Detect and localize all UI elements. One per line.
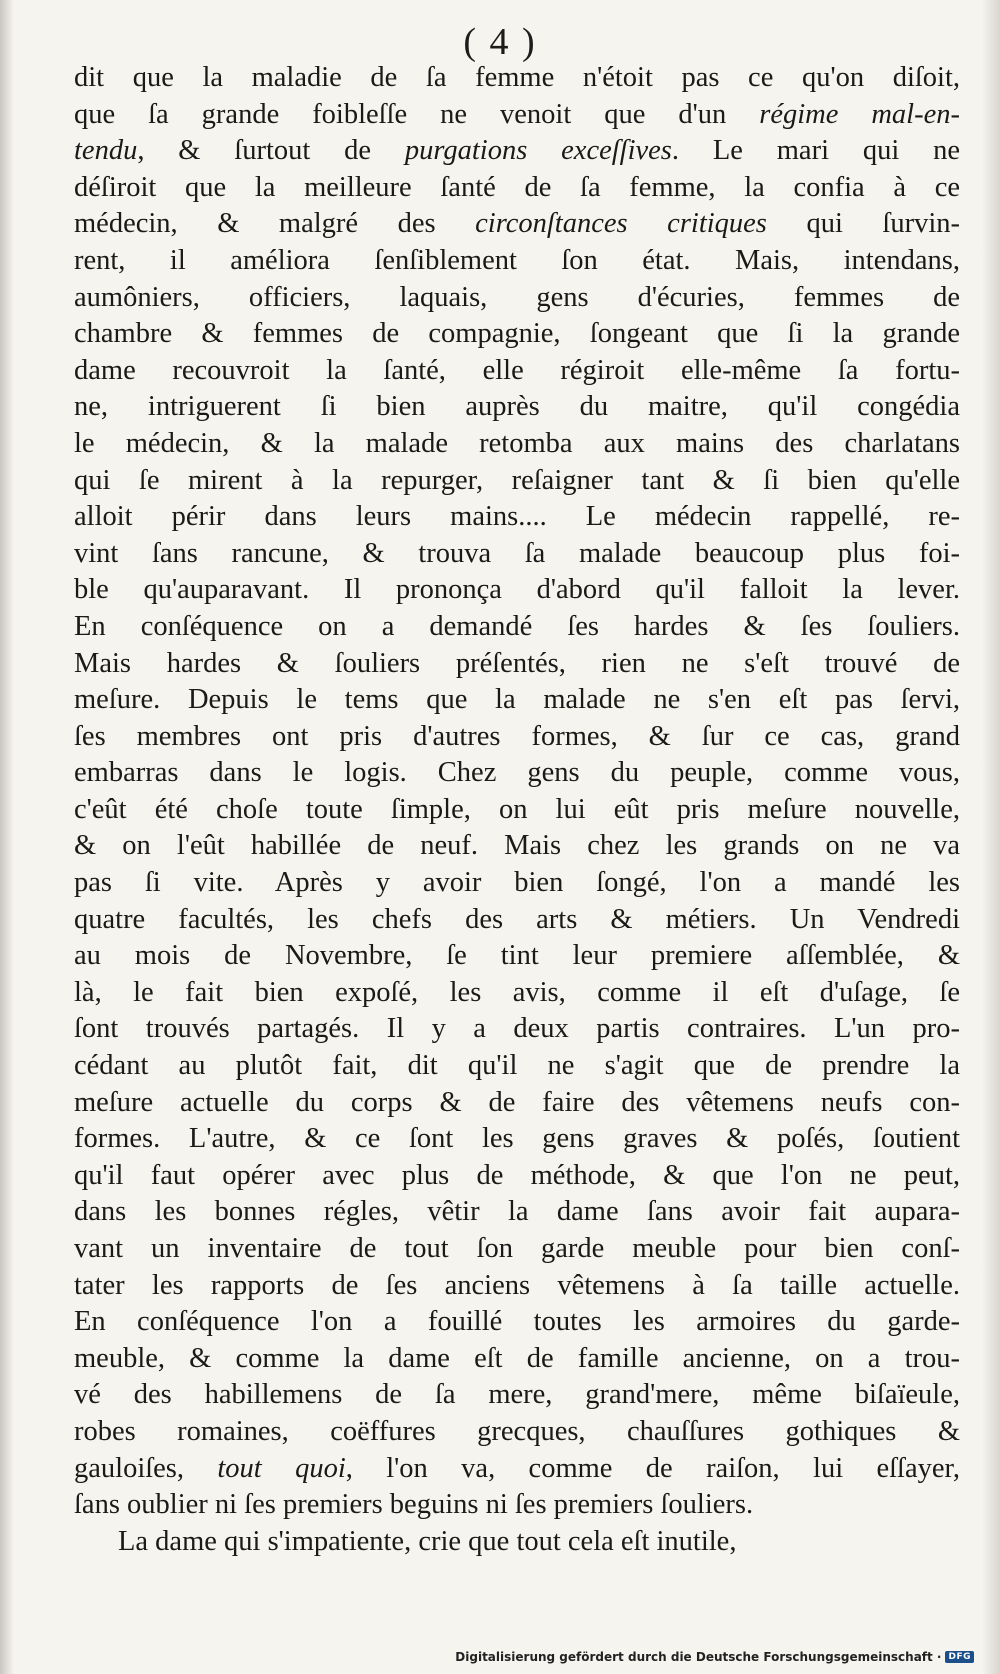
text-segment: tater les rapports de ſes anciens vêtemens à ſa taille actuelle. [74, 1269, 960, 1301]
text-line [74, 609, 960, 646]
text-line [74, 902, 960, 939]
text-line [74, 646, 960, 683]
text-line [74, 426, 960, 463]
text-line [74, 60, 960, 97]
text-segment: formes. L'autre, & ce ſont les gens graves & poſés, ſoutient [74, 1123, 960, 1155]
text-line [74, 1524, 960, 1561]
text-segment: qui ſe mirent à la repurger, reſaigner tant & ſi bien qu'elle [74, 464, 960, 496]
text-line [74, 97, 960, 134]
text-line [74, 133, 960, 170]
text-line [74, 1341, 960, 1378]
text-segment: gauloiſes, [74, 1452, 218, 1484]
text-segment: pas ſi vite. Après y avoir bien ſongé, l'on a mandé les [74, 867, 960, 899]
text-segment: dans les bonnes régles, vêtir la dame ſans avoir fait aupara- [74, 1196, 960, 1228]
dfg-logo: DFG [945, 1651, 974, 1663]
text-line [74, 938, 960, 975]
text-segment: dit que la maladie de ſa femme n'étoit pas ce qu'on diſoit, [74, 62, 960, 93]
text-segment: au mois de Novembre, ſe tint leur premiere aſſemblée, & [74, 940, 960, 972]
text-line [74, 1194, 960, 1231]
text-segment: La dame qui s'impatiente, crie que tout cela eſt inutile, [118, 1525, 737, 1557]
text-line [74, 206, 960, 243]
text-line [74, 1377, 960, 1414]
text-line [74, 1085, 960, 1122]
text-segment: déſiroit que la meilleure ſanté de ſa femme, la confia à ce [74, 171, 960, 203]
page-edge-right [982, 0, 1000, 1674]
text-line [74, 1268, 960, 1305]
text-line [74, 243, 960, 280]
text-segment: meſure actuelle du corps & de faire des vêtemens neufs con- [74, 1086, 960, 1118]
text-segment: c'eût été choſe toute ſimple, on lui eût pris meſure nouvelle, [74, 793, 960, 825]
text-segment: dame recouvroit la ſanté, elle régiroit elle-même ſa fortu- [74, 354, 960, 386]
text-segment: En conſéquence l'on a fouillé toutes les armoires du garde- [74, 1306, 960, 1338]
text-line [74, 170, 960, 207]
text-segment: , & ſurtout de [137, 135, 405, 167]
text-line [74, 572, 960, 609]
text-segment: ſont trouvés partagés. Il y a deux partis contraires. L'un pro- [74, 1013, 960, 1045]
text-segment: vint ſans rancune, & trouva ſa malade beaucoup plus foi- [74, 537, 960, 569]
italic-text: purgations exceſſives [404, 135, 672, 167]
text-segment: ble qu'auparavant. Il prononça d'abord qu'il falloit la lever. [74, 574, 960, 606]
text-line [74, 865, 960, 902]
italic-text: tendu [74, 135, 138, 167]
text-line [74, 463, 960, 500]
text-line [74, 792, 960, 829]
text-line [74, 1451, 960, 1488]
text-segment: cédant au plutôt fait, dit qu'il ne s'agit que de prendre la [74, 1050, 960, 1082]
text-segment: vé des habillemens de ſa mere, grand'mere, même biſaïeule, [74, 1379, 960, 1411]
text-line [74, 1414, 960, 1451]
text-segment: le médecin, & la malade retomba aux mains des charlatans [74, 427, 960, 459]
text-line [74, 389, 960, 426]
text-segment: rent, il améliora ſenſiblement ſon état. Mais, intendans, [74, 244, 960, 276]
text-line [74, 536, 960, 573]
text-segment: ne, intriguerent ſi bien auprès du maitre, qu'il congédia [74, 391, 960, 423]
text-segment: , l'on va, comme de raiſon, lui eſſayer, [345, 1452, 960, 1484]
text-line [74, 316, 960, 353]
footer-credit [455, 1650, 974, 1664]
text-segment: qu'il faut opérer avec plus de méthode, & que l'on ne peut, [74, 1159, 960, 1191]
text-segment: qui ſurvin- [766, 208, 960, 240]
text-line [74, 755, 960, 792]
text-segment: chambre & femmes de compagnie, ſongeant que ſi la grande [74, 318, 960, 350]
text-segment: robes romaines, coëffures grecques, chauſſures gothiques & [74, 1415, 960, 1447]
italic-text: tout quoi [217, 1452, 346, 1484]
text-line [74, 1048, 960, 1085]
text-segment: embarras dans le logis. Chez gens du peuple, comme vous, [74, 757, 960, 789]
text-segment: ſes membres ont pris d'autres formes, & ſur ce cas, grand [74, 720, 960, 752]
text-segment: aumôniers, officiers, laquais, gens d'écuries, femmes de [74, 281, 960, 313]
text-segment: . Le mari qui ne [671, 135, 960, 167]
text-segment: & on l'eût habillée de neuf. Mais chez les grands on ne va [74, 830, 960, 862]
text-line [74, 682, 960, 719]
text-line [74, 719, 960, 756]
text-line [74, 1158, 960, 1195]
page-number: ( 4 ) [463, 21, 537, 63]
text-segment: meuble, & comme la dame eſt de famille ancienne, on a trou- [74, 1342, 960, 1374]
text-line [74, 1121, 960, 1158]
page-edge-left [0, 0, 14, 1674]
text-line [74, 1487, 960, 1524]
text-line [74, 499, 960, 536]
text-line [74, 280, 960, 317]
body-text [74, 60, 960, 1560]
text-segment: meſure. Depuis le tems que la malade ne s'en eſt pas ſervi, [74, 684, 960, 716]
text-segment: quatre facultés, les chefs des arts & métiers. Un Vendredi [74, 903, 960, 935]
italic-text: circonſtances critiques [475, 208, 767, 240]
text-line [74, 353, 960, 390]
text-segment: vant un inventaire de tout ſon garde meuble pour bien conſ- [74, 1233, 960, 1264]
italic-text: régime mal-en- [759, 98, 960, 130]
text-segment: médecin, & malgré des [74, 208, 476, 240]
text-line [74, 828, 960, 865]
text-segment: Mais hardes & ſouliers préſentés, rien ne s'eſt trouvé de [74, 647, 960, 679]
text-line [74, 1304, 960, 1341]
text-line [74, 1011, 960, 1048]
footer-text: Digitalisierung gefördert durch die Deutsche Forschungsgemeinschaft · [455, 1650, 942, 1664]
text-line [74, 975, 960, 1012]
text-segment: là, le fait bien expoſé, les avis, comme il eſt d'uſage, ſe [74, 976, 960, 1008]
text-segment: En conſéquence on a demandé ſes hardes & ſes ſouliers. [74, 610, 960, 642]
text-line [74, 1231, 960, 1268]
text-segment: que ſa grande foibleſſe ne venoit que d'un [74, 98, 760, 130]
text-segment: ſans oublier ni ſes premiers beguins ni ſes premiers ſouliers. [74, 1489, 754, 1521]
text-segment: alloit périr dans leurs mains.... Le médecin rappellé, re- [74, 501, 960, 533]
